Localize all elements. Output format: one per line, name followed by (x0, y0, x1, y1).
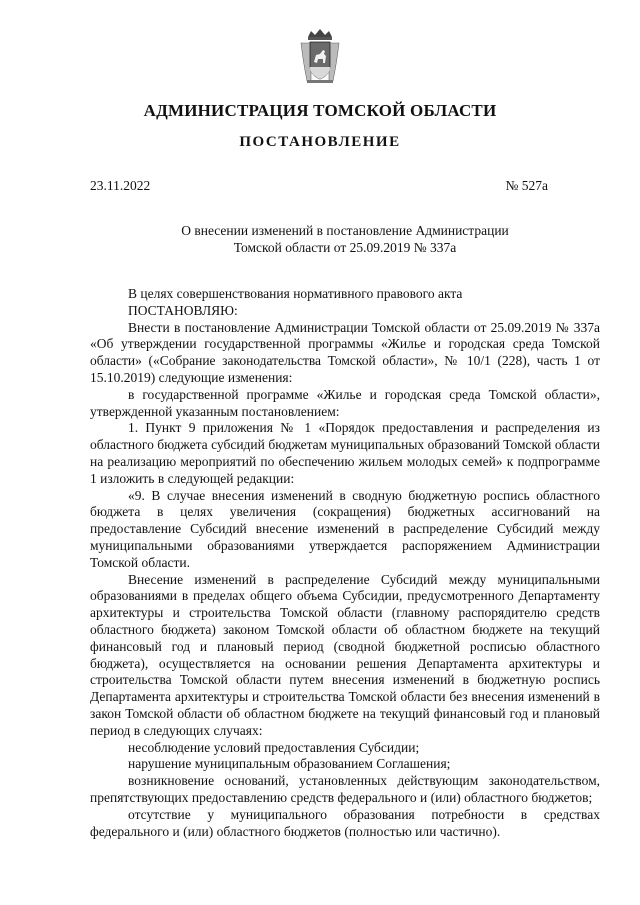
paragraph-purpose: В целях совершенствования нормативного правового акта (128, 286, 463, 301)
document-type: ПОСТАНОВЛЕНИЕ (239, 134, 401, 150)
subject-line: Томской области от 25.09.2019 № 337а (233, 240, 457, 255)
document-date: 23.11.2022 (90, 178, 151, 193)
paragraph-item-1: 1. Пункт 9 приложения № 1 «Порядок предоставления и распределения из областного бюджета субсидий бюджетам муниципальных образований Томской области на реализацию мероприятий по обеспечению жильем молодых семей» к подпрограмме 1 изложить в следующей редакции: (90, 420, 600, 486)
subject-line: О внесении изменений в постановление Администрации (181, 223, 509, 238)
coat-of-arms-emblem (299, 29, 341, 85)
paragraph-case-4: отсутствие у муниципального образования потребности в средствах федерального и (или) областного бюджетов (полностью или частично). (90, 806, 600, 839)
paragraph-item-9: «9. В случае внесения изменений в сводную бюджетную роспись областного бюджета в целях увеличения (сокращения) бюджетных ассигнований на предоставление Субсидий внесение изменений в распределение Субсидий между муниципальными образованиями утверждается распоряжением Администрации Томской области. (90, 487, 600, 570)
paragraph-case-2: нарушение муниципальным образованием Соглашения; (128, 756, 451, 772)
paragraph-amend-decree: Внести в постановление Администрации Томской области от 25.09.2019 № 337а «Об утверждении государственной программы «Жилье и городская среда Томской области» («Собрание законодательства Томской области», № 10/1 (228), часть 1 от 15.10.2019) следующие изменения: (90, 319, 600, 385)
organization-title: АДМИНИСТРАЦИЯ ТОМСКОЙ ОБЛАСТИ (143, 101, 497, 120)
paragraph-case-3: возникновение оснований, установленных действующим законодательством, препятствующих предоставлению средств федерального и (или) областного бюджетов; (90, 773, 600, 805)
document-subject (90, 222, 600, 256)
document-number: № 527а (505, 178, 548, 193)
paragraph-resolve: ПОСТАНОВЛЯЮ: (128, 302, 238, 318)
paragraph-program: в государственной программе «Жилье и городская среда Томской области», утвержденной указанным постановлением: (90, 386, 600, 419)
document-body (90, 286, 600, 840)
paragraph-case-1: несоблюдение условий предоставления Субсидии; (128, 739, 420, 755)
paragraph-distribution: Внесение изменений в распределение Субсидий между муниципальными образованиями в пределах общего объема Субсидии, предусмотренного Департаменту архитектуры и строительства Томской области (главному распорядителю средств областного бюджета) законом Томской области об областном бюджете на текущий финансовый год и плановый период (сводной бюджетной росписью областного бюджета), осуществляется на основании решения Департамента архитектуры и строительства Томской области путем внесения изменений в бюджетную роспись Департамента архитектуры и строительства Томской области без внесения изменений в закон Томской области об областном бюджете на текущий финансовый год и плановый период в следующих случаях: (90, 571, 600, 738)
